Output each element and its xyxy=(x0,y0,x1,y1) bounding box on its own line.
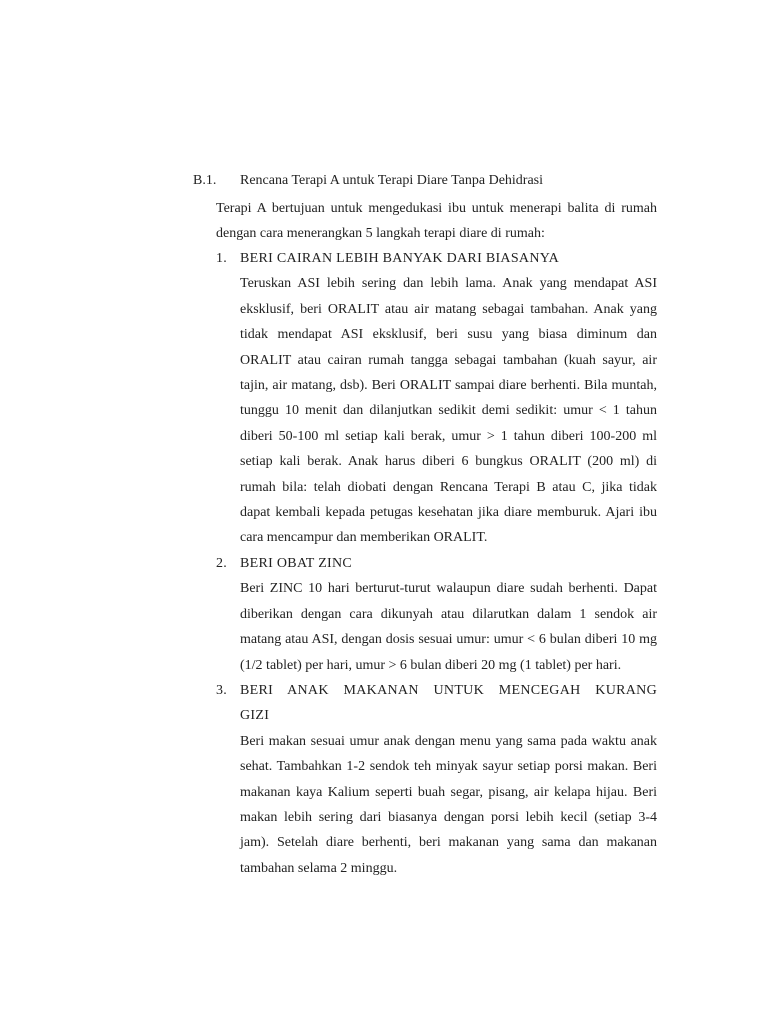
list-item-heading xyxy=(216,551,657,576)
list-item xyxy=(216,678,657,881)
section-number: B.1. xyxy=(193,173,217,188)
section-title: Rencana Terapi A untuk Terapi Diare Tanpa Dehidrasi xyxy=(240,173,544,188)
list-item-number: 3. xyxy=(216,682,228,698)
section-heading xyxy=(193,171,543,191)
list-item-title: BERI ANAK MAKANAN UNTUK MENCEGAH KURANG GIZI xyxy=(240,682,657,724)
list-item-heading xyxy=(216,246,657,271)
list-item-body: Teruskan ASI lebih sering dan lebih lama. Anak yang mendapat ASI eksklusif, beri ORALIT atau air matang sebagai tambahan. Anak yang tidak mendapat ASI eksklusif, beri susu yang biasa diminum dan ORALIT atau cairan rumah tangga sebagai tambahan (kuah sayur, air tajin, air matang, dsb). Beri ORALIT sampai diare berhenti. Bila muntah, tunggu 10 menit dan dilanjutkan sedikit demi sedikit: umur < 1 tahun diberi 50-100 ml setiap kali berak, umur > 1 tahun diberi 100-200 ml setiap kali berak. Anak harus diberi 6 bungkus ORALIT (200 ml) di rumah bila: telah diobati dengan Rencana Terapi B atau C, jika tidak dapat kembali kepada petugas kesehatan jika diare memburuk. Ajari ibu cara mencampur dan memberikan ORALIT. xyxy=(240,276,657,546)
therapy-steps-list xyxy=(216,246,657,881)
list-item xyxy=(216,246,657,551)
section-intro: Terapi A bertujuan untuk mengedukasi ibu untuk menerapi balita di rumah dengan cara menerangkan 5 langkah terapi diare di rumah: xyxy=(216,201,657,242)
list-item xyxy=(216,551,657,678)
list-item-title: BERI CAIRAN LEBIH BANYAK DARI BIASANYA xyxy=(240,251,560,266)
list-item-body: Beri ZINC 10 hari berturut-turut walaupun diare sudah berhenti. Dapat diberikan dengan cara dikunyah atau dilarutkan dalam 1 sendok air matang atau ASI, dengan dosis sesuai umur: umur < 6 bulan diberi 10 mg (1/2 tablet) per hari, umur > 6 bulan diberi 20 mg (1 tablet) per hari. xyxy=(240,581,657,673)
list-item-title: BERI OBAT ZINC xyxy=(240,555,353,571)
list-item-number: 2. xyxy=(216,555,228,571)
list-item-body: Beri makan sesuai umur anak dengan menu yang sama pada waktu anak sehat. Tambahkan 1-2 sendok teh minyak sayur setiap porsi makan. Beri makanan kaya Kalium seperti buah segar, pisang, air kelapa hijau. Beri makan lebih sering dari biasanya dengan porsi lebih kecil (setiap 3-4 jam). Setelah diare berhenti, beri makanan yang sama dan makanan tambahan selama 2 minggu. xyxy=(240,733,657,876)
list-item-heading xyxy=(216,678,657,729)
list-item-number: 1. xyxy=(216,251,228,266)
